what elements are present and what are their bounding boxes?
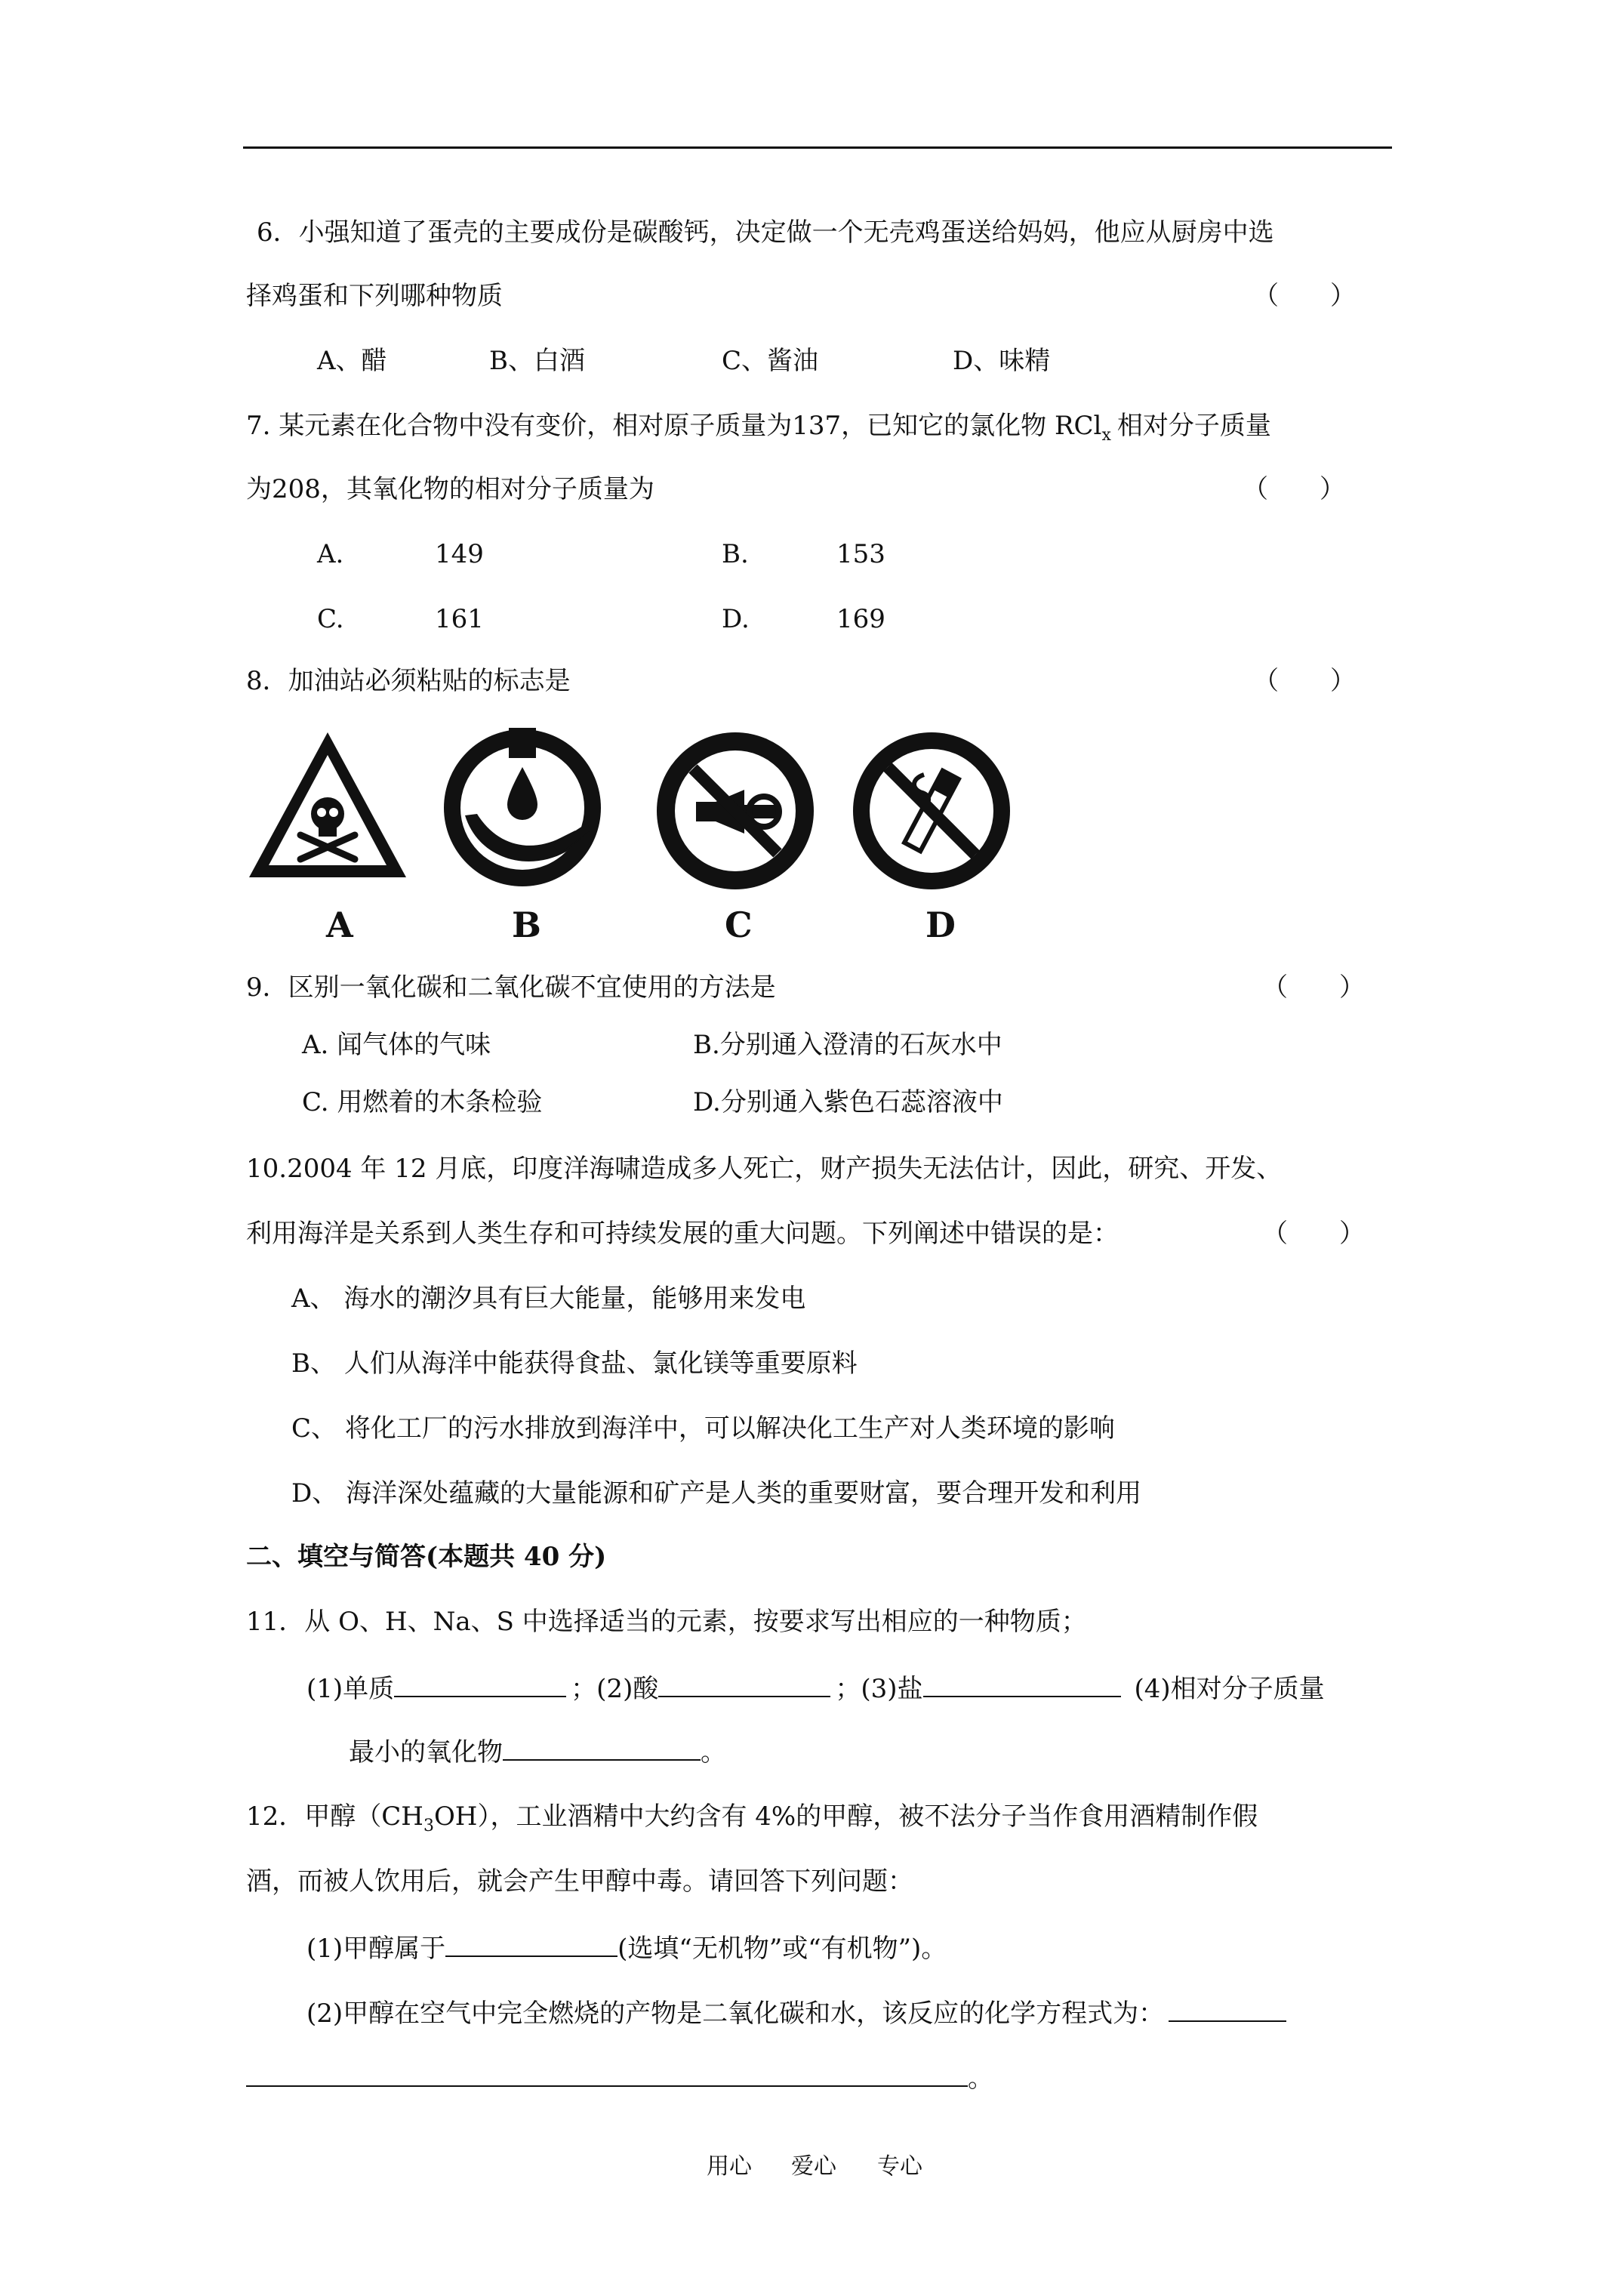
q11-part5-end: 。 xyxy=(701,1737,726,1767)
q7-answer-paren: （ ） xyxy=(1243,474,1345,504)
sign-label-c: C xyxy=(725,905,753,945)
q9-line1: 9．区别一氧化碳和二氧化碳不宜使用的方法是 xyxy=(246,972,776,1003)
q11-part3-label: ；(3)盐 xyxy=(835,1674,923,1704)
q6-answer-paren: （ ） xyxy=(1253,281,1356,311)
q11-part1-label: (1)单质 xyxy=(306,1674,395,1704)
q11-part4-label: (4)相对分子质量 xyxy=(1134,1674,1325,1704)
q11-salt-blank[interactable] xyxy=(923,1670,1121,1697)
q7-option-d-value: 169 xyxy=(836,604,885,634)
section-2-title: 二、填空与简答(本题共 40 分) xyxy=(246,1542,607,1572)
q9-answer-paren: （ ） xyxy=(1262,972,1365,1003)
q12-line1-end: OH），工业酒精中大约含有 4%的甲醇，被不法分子当作食用酒精制作假 xyxy=(433,1801,1258,1832)
q12-part1-note: (选填“无机物”或“有机物”)。 xyxy=(617,1934,947,1964)
q10-option-c: C、 将化工厂的污水排放到海洋中，可以解决化工生产对人类环境的影响 xyxy=(291,1413,1115,1444)
q12-equation-blank-start[interactable] xyxy=(1169,1995,1286,2022)
q12-part2 xyxy=(306,1995,1286,2030)
q7-option-a: A. xyxy=(317,539,344,569)
q7-option-a-value: 149 xyxy=(435,539,484,569)
q6-option-c: C、酱油 xyxy=(722,346,819,376)
q12-part1 xyxy=(306,1930,947,1965)
no-smoking-sign-icon xyxy=(848,729,1015,892)
header-rule xyxy=(243,146,1392,149)
q6-option-b: B、白酒 xyxy=(489,346,585,376)
footer-word-2: 爱心 xyxy=(791,2153,836,2180)
q11-part5-label: 最小的氧化物 xyxy=(349,1737,503,1767)
q8-line1: 8．加油站必须粘贴的标志是 xyxy=(246,666,571,696)
q9-option-a: A. 闻气体的气味 xyxy=(302,1030,491,1060)
water-saving-sign-icon xyxy=(439,725,605,891)
q8-answer-paren: （ ） xyxy=(1253,666,1356,696)
q11-oxide-blank[interactable] xyxy=(503,1734,701,1761)
q10-option-d: D、 海洋深处蕴藏的大量能源和矿产是人类的重要财富，要合理开发和利用 xyxy=(291,1478,1142,1509)
q7-option-d: D. xyxy=(722,604,750,634)
q7-option-b-value: 153 xyxy=(836,539,885,569)
q12-subscript: 3 xyxy=(423,1816,434,1835)
q10-line1: 10.2004 年 12 月底，印度洋海啸造成多人死亡，财产损失无法估计，因此，研究、开发、 xyxy=(246,1154,1283,1184)
q12-equation-blank-end[interactable] xyxy=(246,2060,968,2087)
q11-line2 xyxy=(306,1670,1325,1706)
q12-part2-label: (2)甲醇在空气中完全燃烧的产物是二氧化碳和水，该反应的化学方程式为： xyxy=(306,1999,1165,2029)
q11-acid-blank[interactable] xyxy=(658,1670,830,1697)
q11-line3 xyxy=(349,1734,726,1769)
sign-label-b: B xyxy=(512,905,541,945)
q12-part2-end: 。 xyxy=(968,2063,993,2094)
q7-line2: 为208，其氧化物的相对分子质量为 xyxy=(246,474,654,504)
q12-classification-blank[interactable] xyxy=(445,1930,617,1957)
q10-option-a: A、 海水的潮汐具有巨大能量，能够用来发电 xyxy=(291,1284,806,1314)
q12-part2-continued xyxy=(246,2060,993,2095)
sign-label-a: A xyxy=(326,905,353,945)
q12-part1-label: (1)甲醇属于 xyxy=(306,1934,446,1964)
q7-line1-text: 7. 某元素在化合物中没有变价，相对原子质量为137，已知它的氯化物 RCl xyxy=(246,411,1102,441)
q7-line1 xyxy=(246,409,1271,452)
q12-line1 xyxy=(246,1800,1258,1843)
q12-line2: 酒，而被人饮用后，就会产生甲醇中毒。请回答下列问题： xyxy=(246,1866,913,1897)
footer-word-3: 专心 xyxy=(877,2153,922,2180)
poison-warning-sign-icon xyxy=(246,729,409,880)
q11-line1: 11．从 O、H、Na、S 中选择适当的元素，按要求写出相应的一种物质； xyxy=(246,1607,1087,1637)
q7-line1-end: 相对分子质量 xyxy=(1116,411,1271,441)
q7-option-b: B. xyxy=(722,539,749,569)
no-horn-sign-icon xyxy=(654,729,817,892)
q9-option-c: C. 用燃着的木条检验 xyxy=(302,1087,543,1117)
q7-option-c-value: 161 xyxy=(435,604,484,634)
q7-option-c: C. xyxy=(317,604,344,634)
q10-answer-paren: （ ） xyxy=(1262,1219,1365,1249)
q6-option-d: D、味精 xyxy=(953,346,1051,376)
q10-line2: 利用海洋是关系到人类生存和可持续发展的重大问题。下列阐述中错误的是： xyxy=(246,1219,1119,1249)
q11-part2-label: ；(2)酸 xyxy=(571,1674,659,1704)
q12-line1-text: 12．甲醇（CH xyxy=(246,1801,423,1832)
sign-label-d: D xyxy=(925,905,956,945)
q6-option-a: A、醋 xyxy=(317,346,387,376)
q9-option-b: B.分别通入澄清的石灰水中 xyxy=(693,1030,1002,1060)
q6-line1: 6．小强知道了蛋壳的主要成份是碳酸钙，决定做一个无壳鸡蛋送给妈妈，他应从厨房中选 xyxy=(257,217,1274,248)
q7-subscript: x xyxy=(1101,425,1111,445)
q6-line2: 择鸡蛋和下列哪种物质 xyxy=(246,281,503,311)
q10-option-b: B、 人们从海洋中能获得食盐、氯化镁等重要原料 xyxy=(291,1348,858,1379)
q11-elemental-blank[interactable] xyxy=(394,1670,566,1697)
footer-word-1: 用心 xyxy=(707,2153,752,2180)
q9-option-d: D.分别通入紫色石蕊溶液中 xyxy=(693,1087,1003,1117)
